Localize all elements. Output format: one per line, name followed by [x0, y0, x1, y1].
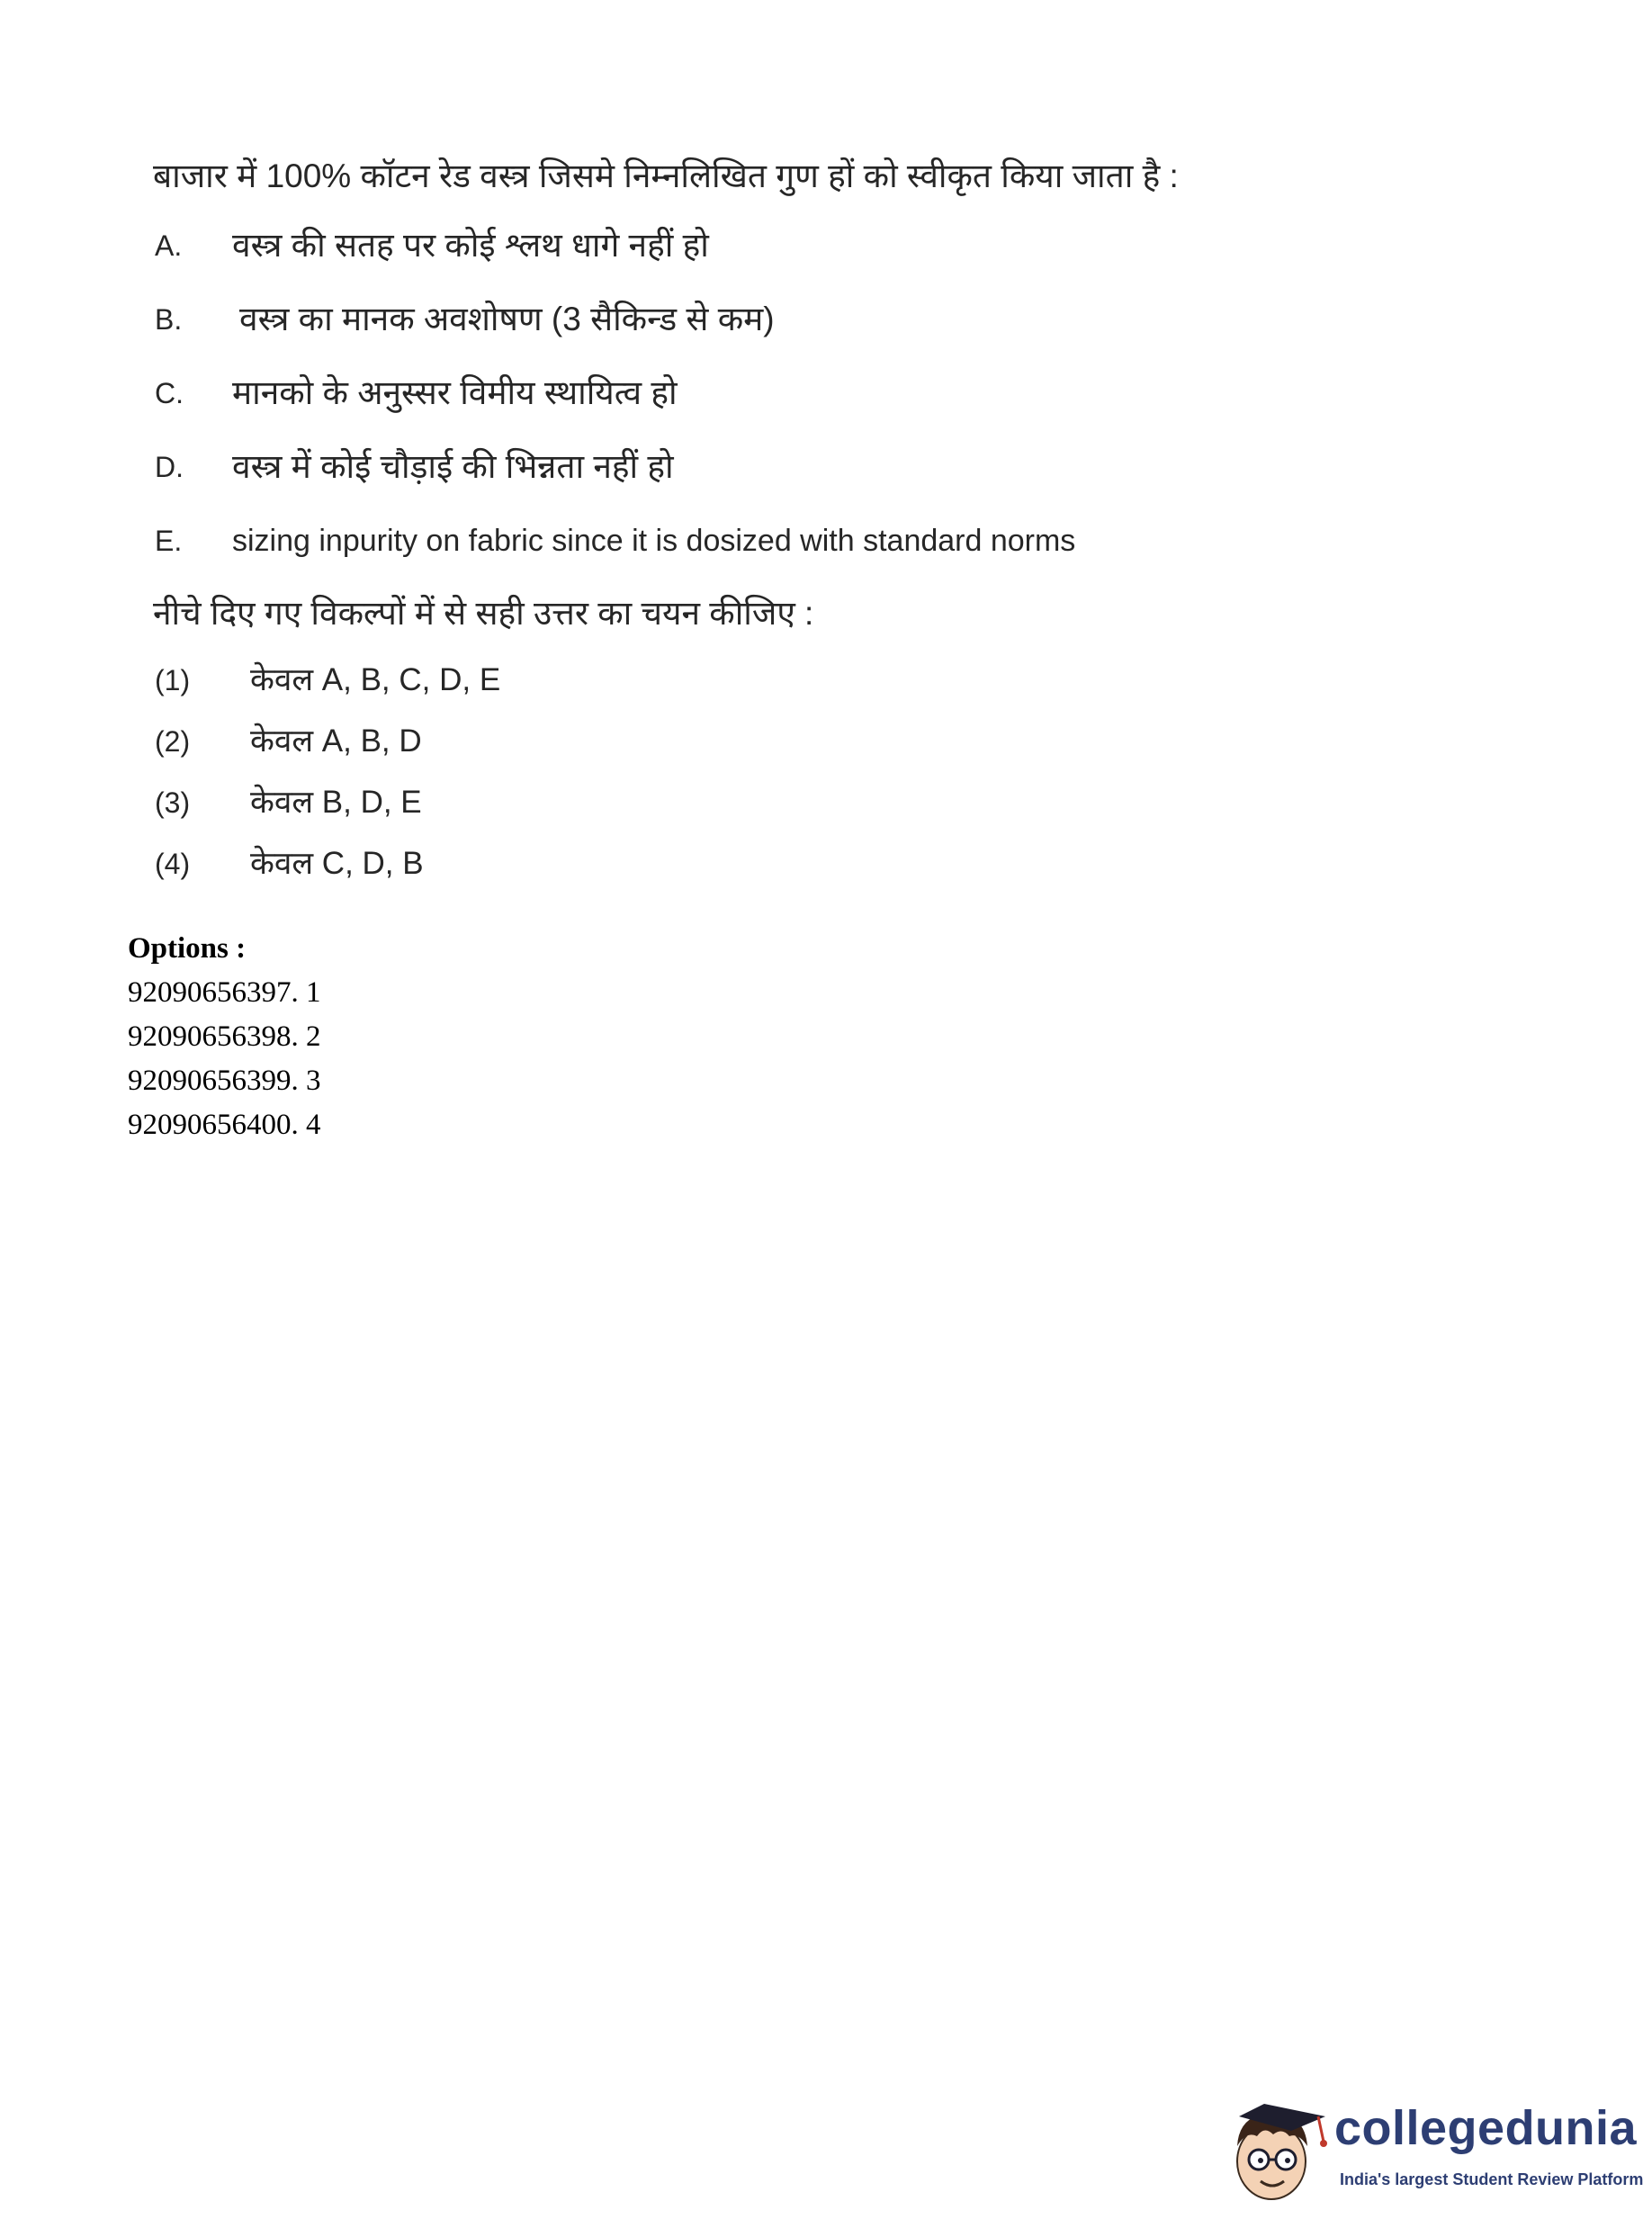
- choice-number: (3): [155, 786, 191, 819]
- question-stem: बाजार में 100% कॉटन रेड वस्त्र जिसमे निम्नलिखित गुण हों को स्वीकृत किया जाता है :: [153, 157, 1179, 194]
- statement-text: वस्त्र में कोई चौड़ाई की भिन्नता नहीं हो: [232, 448, 674, 485]
- collegedunia-logo: [1219, 2097, 1642, 2205]
- choice-4: [153, 833, 1503, 894]
- statement-text: वस्त्र का मानक अवशोषण (3 सैकिन्ड से कम): [239, 301, 775, 337]
- choice-1: [153, 650, 1503, 711]
- logo-brand-name: collegedunia: [1334, 2101, 1638, 2155]
- answer-instruction: नीचे दिए गए विकल्पों में से सही उत्तर का चयन कीजिए :: [153, 595, 814, 632]
- logo-tagline: India's largest Student Review Platform: [1340, 2170, 1644, 2188]
- statement-d: [153, 430, 1503, 504]
- choice-number: (4): [155, 848, 191, 880]
- student-mascot-icon: [1219, 2097, 1336, 2205]
- question-block: [153, 144, 1503, 894]
- choice-text: केवल B, D, E: [250, 785, 422, 820]
- statement-letter: D.: [155, 451, 184, 483]
- options-heading: Options :: [128, 932, 247, 965]
- statement-e: [153, 504, 1503, 578]
- option-item: 92090656397. 1: [128, 976, 321, 1009]
- choice-text: केवल A, B, D: [250, 723, 422, 759]
- statement-a: [153, 209, 1503, 283]
- statement-letter: C.: [155, 377, 184, 409]
- choice-number: (1): [155, 664, 191, 696]
- statement-letter: A.: [155, 229, 183, 262]
- choice-text: केवल C, D, B: [250, 846, 424, 881]
- option-item: 92090656398. 2: [128, 1020, 321, 1053]
- statement-text: वस्त्र की सतह पर कोई श्लथ धागे नहीं हो: [232, 227, 709, 264]
- options-list: [128, 927, 321, 1147]
- statement-text: मानको के अनुस्सर विमीय स्थायित्व हो: [232, 374, 678, 411]
- statement-b: [153, 283, 1503, 356]
- option-item: 92090656400. 4: [128, 1109, 321, 1141]
- choice-3: [153, 772, 1503, 833]
- choice-text: केवल A, B, C, D, E: [250, 662, 501, 697]
- option-item: 92090656399. 3: [128, 1065, 321, 1097]
- statement-text: sizing inpurity on fabric since it is dosized with standard norms: [232, 524, 1076, 558]
- choice-number: (2): [155, 725, 191, 758]
- statement-letter: E.: [155, 525, 183, 557]
- choice-2: [153, 711, 1503, 772]
- statement-c: [153, 356, 1503, 430]
- statement-letter: B.: [155, 303, 183, 336]
